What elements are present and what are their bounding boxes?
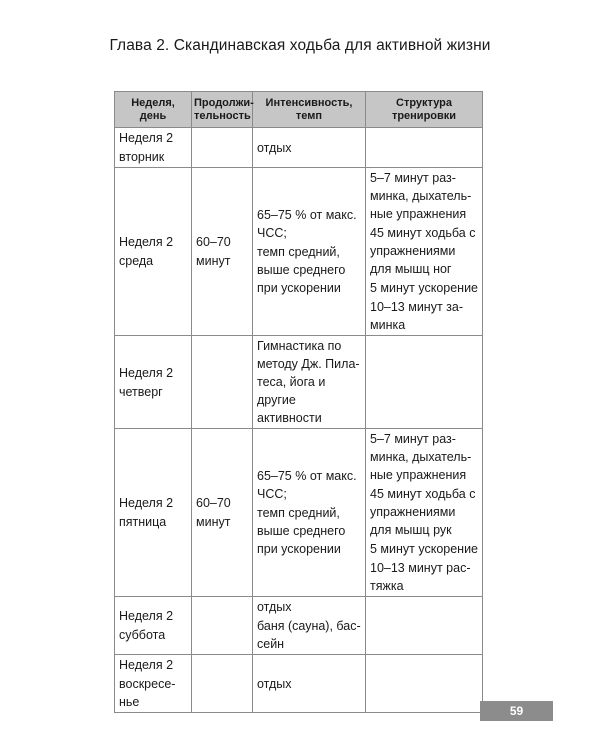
cell-intensity <box>253 655 366 713</box>
cell-text: 10–13 минут рас-тяжка <box>370 561 471 593</box>
table-row <box>115 655 483 713</box>
cell-text: отдых <box>257 676 292 691</box>
page-header: Глава 2. Скандинавская ходьба для активной жизни <box>109 37 491 54</box>
column-header-intensity: Интенсивность, темп <box>253 92 366 128</box>
cell-text: Неделя 2 <box>119 658 174 672</box>
cell-text: Неделя 2 <box>119 131 174 145</box>
cell-structure <box>366 128 483 168</box>
cell-text: 5–7 минут раз-минка, дыхатель-ные упражнения <box>370 432 472 482</box>
cell-duration <box>192 128 253 168</box>
table-row <box>115 128 483 168</box>
cell-duration <box>192 597 253 655</box>
cell-week-day <box>115 429 192 597</box>
table-row <box>115 336 483 429</box>
cell-text: 5 минут ускорение <box>370 281 479 295</box>
cell-text: баня (сауна), бас-сейн <box>257 619 361 651</box>
cell-text: воскресе-нье <box>119 677 176 709</box>
cell-text: 60–70 <box>196 235 231 249</box>
cell-duration <box>192 655 253 713</box>
cell-text: темп средний, выше среднего при ускорении <box>257 245 346 295</box>
cell-duration <box>192 336 253 429</box>
cell-text: среда <box>119 254 154 268</box>
cell-text: Неделя 2 <box>119 365 174 380</box>
column-header-duration: Продолжи- тельность <box>192 92 253 128</box>
cell-text: 65–75 % от макс. ЧСС; <box>257 208 357 240</box>
cell-text: минут <box>196 254 231 268</box>
cell-week-day <box>115 655 192 713</box>
table-header-row <box>115 92 483 128</box>
cell-intensity <box>253 168 366 336</box>
cell-text: вторник <box>119 150 165 164</box>
cell-text: суббота <box>119 628 166 642</box>
column-header-structure: Структура тренировки <box>366 92 483 128</box>
cell-week-day <box>115 597 192 655</box>
cell-text: четверг <box>119 384 163 399</box>
cell-text: минут <box>196 515 231 529</box>
cell-intensity <box>253 336 366 429</box>
cell-text: 45 минут ходьба с упражнениями для мышц рук <box>370 487 476 537</box>
cell-text: 5 минут ускорение <box>370 542 479 556</box>
cell-duration <box>192 168 253 336</box>
training-schedule-table <box>114 91 483 713</box>
cell-duration <box>192 429 253 597</box>
cell-structure <box>366 168 483 336</box>
cell-structure <box>366 597 483 655</box>
cell-text: Неделя 2 <box>119 235 174 249</box>
cell-text: 5–7 минут раз-минка, дыхатель-ные упражнения <box>370 171 472 221</box>
table-row <box>115 597 483 655</box>
cell-structure <box>366 429 483 597</box>
cell-text: 10–13 минут за-минка <box>370 300 464 332</box>
cell-intensity <box>253 597 366 655</box>
cell-text: отдых <box>257 140 292 155</box>
cell-week-day <box>115 168 192 336</box>
cell-structure <box>366 655 483 713</box>
cell-text: 60–70 <box>196 496 231 510</box>
cell-text: отдых <box>257 600 292 614</box>
cell-week-day <box>115 128 192 168</box>
cell-text: Неделя 2 <box>119 496 174 510</box>
cell-text: Гимнастика по методу Дж. Пила-теса, йога и другие активности <box>257 339 360 425</box>
cell-text: 65–75 % от макс. ЧСС; <box>257 469 357 501</box>
page-number: 59 <box>480 701 553 721</box>
cell-week-day <box>115 336 192 429</box>
cell-text: темп средний, выше среднего при ускорении <box>257 506 346 556</box>
table-row <box>115 429 483 597</box>
cell-text: Неделя 2 <box>119 609 174 623</box>
table-row <box>115 168 483 336</box>
cell-structure <box>366 336 483 429</box>
column-header-week-day: Неделя, день <box>115 92 192 128</box>
cell-intensity <box>253 429 366 597</box>
cell-intensity <box>253 128 366 168</box>
cell-text: пятница <box>119 515 167 529</box>
cell-text: 45 минут ходьба с упражнениями для мышц ног <box>370 226 476 276</box>
